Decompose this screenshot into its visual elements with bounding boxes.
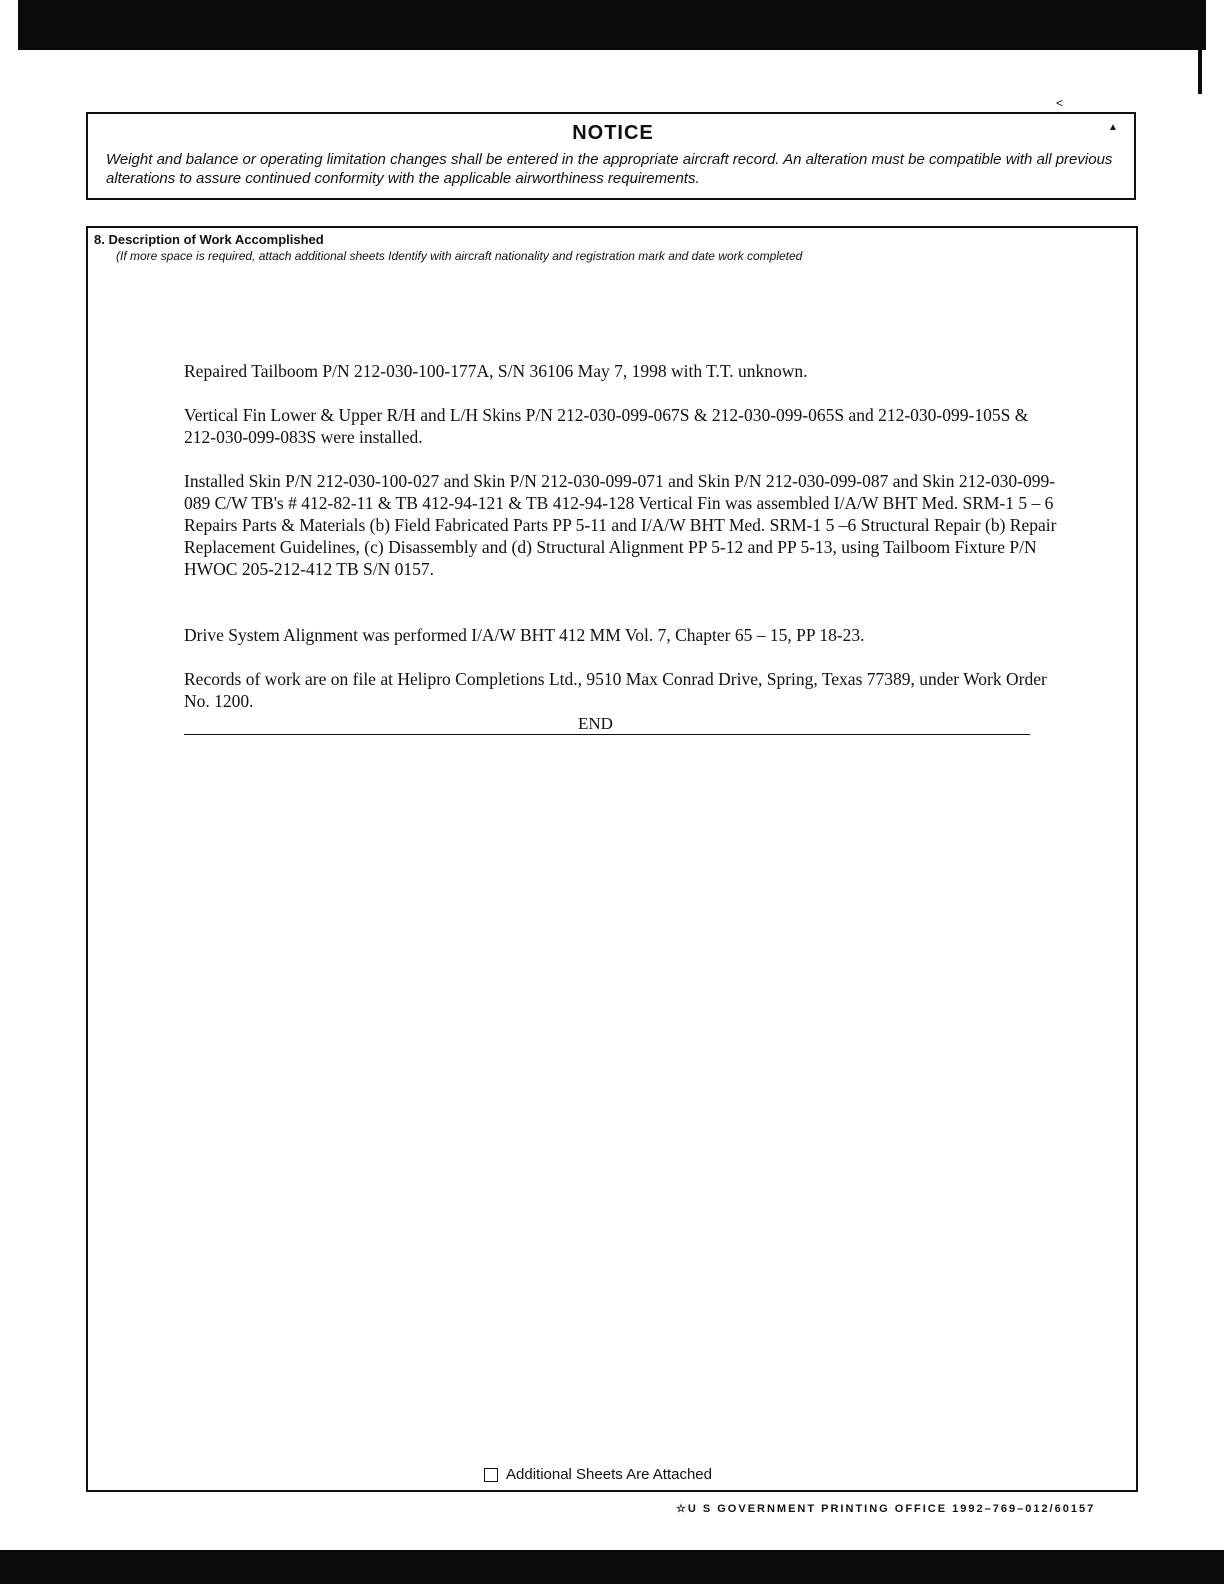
scan-top-bar-edge (1198, 48, 1202, 94)
additional-sheets-label: Additional Sheets Are Attached (506, 1466, 712, 1483)
end-rule (184, 734, 1030, 735)
work-paragraph-vertical-fin: Vertical Fin Lower & Upper R/H and L/H Skins P/N 212-030-099-067S & 212-030-099-065S and 212-030-099-105S & 212-030-099-083S were installed. (184, 405, 1029, 447)
notice-box (86, 112, 1136, 200)
scan-arrow-mark: ▲ (1108, 122, 1118, 133)
notice-text: Weight and balance or operating limitation changes shall be entered in the appropriate aircraft record. An alteration must be compatible with all previous alterations to assure continued conformity with the applicable airworthiness requirements. (106, 151, 1113, 187)
section-label: 8. Description of Work Accomplished (94, 232, 324, 247)
printing-office-footer: ☆U S GOVERNMENT PRINTING OFFICE 1992–769–012/60157 (676, 1503, 1096, 1515)
additional-sheets-checkbox-row[interactable] (484, 1466, 712, 1483)
scan-mark: < (1056, 96, 1064, 110)
scan-top-bar (18, 0, 1206, 50)
section-instructions: (If more space is required, attach additional sheets Identify with aircraft nationality and registration mark and date work completed (116, 249, 803, 263)
work-paragraph-tailboom: Repaired Tailboom P/N 212-030-100-177A, S/N 36106 May 7, 1998 with T.T. unknown. (184, 361, 808, 381)
additional-sheets-checkbox[interactable] (484, 1468, 498, 1482)
end-label: END (578, 714, 613, 733)
work-paragraph-drive-alignment: Drive System Alignment was performed I/A/W BHT 412 MM Vol. 7, Chapter 65 – 15, PP 18-23. (184, 625, 865, 645)
work-description-box (86, 226, 1138, 1492)
scan-bottom-bar (0, 1550, 1224, 1584)
work-paragraph-installed-skins: Installed Skin P/N 212-030-100-027 and Skin P/N 212-030-099-071 and Skin P/N 212-030-099-087 and Skin 212-030-099-089 C/W TB's # 412-82-11 & TB 412-94-121 & TB 412-94-128 Vertical Fin was assembled I/A/W BHT Med. SRM-1 5 – 6 Repairs Parts & Materials (b) Field Fabricated Parts PP 5-11 and I/A/W BHT Med. SRM-1 5 –6 Structural Repair (b) Repair Replacement Guidelines, (c) Disassembly and (d) Structural Alignment PP 5-12 and PP 5-13, using Tailboom Fixture P/N HWOC 205-212-412 TB S/N 0157. (184, 471, 1057, 579)
work-paragraph-records: Records of work are on file at Helipro Completions Ltd., 9510 Max Conrad Drive, Spring, Texas 77389, under Work Order No. 1200. (184, 669, 1047, 711)
notice-title: NOTICE (572, 122, 654, 144)
